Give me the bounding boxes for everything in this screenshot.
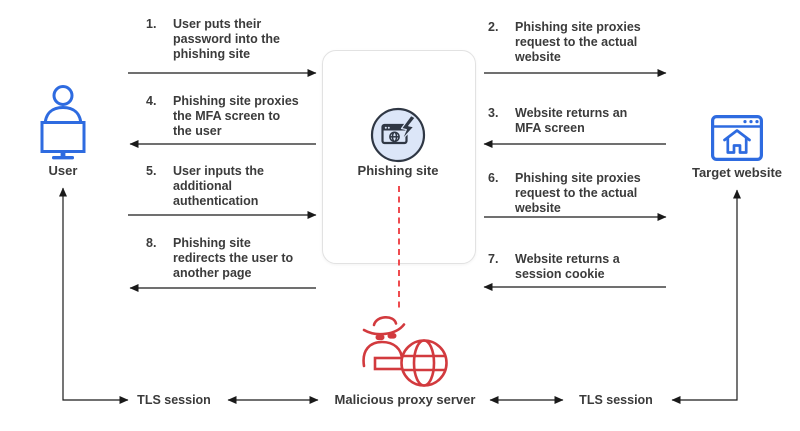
- step-2-text: Phishing site proxies request to the actual website: [515, 20, 641, 64]
- step-4: [146, 94, 301, 139]
- target-tls-elbow-arrow: [672, 190, 737, 400]
- step-2: [488, 20, 647, 65]
- step-6-text: Phishing site proxies request to the actual website: [515, 171, 641, 215]
- phishing-site-label: Phishing site: [357, 163, 439, 178]
- step-4-number: 4.: [146, 94, 157, 108]
- step-5: [146, 164, 301, 209]
- step-3-number: 3.: [488, 106, 499, 120]
- browser-home-icon: [711, 115, 763, 161]
- user-node: [38, 84, 88, 165]
- step-7-number: 7.: [488, 252, 499, 266]
- step-4-text: Phishing site proxies the MFA screen to the user: [173, 94, 299, 138]
- step-7-text: Website returns a session cookie: [515, 252, 620, 281]
- tls-session-label-right: TLS session: [579, 393, 653, 407]
- step-8-number: 8.: [146, 236, 157, 250]
- target-website-label: Target website: [691, 165, 783, 180]
- step-5-text: User inputs the additional authentication: [173, 164, 264, 208]
- monitor-base: [52, 156, 74, 159]
- step-8: [146, 236, 301, 281]
- step-6: [488, 171, 647, 216]
- user-label: User: [48, 163, 78, 178]
- step-1-text: User puts their password into the phishing site: [173, 17, 280, 61]
- target-website-node: [711, 115, 763, 166]
- step-2-number: 2.: [488, 20, 499, 34]
- step-5-number: 5.: [146, 164, 157, 178]
- spy-with-globe-icon: [352, 310, 456, 390]
- malicious-proxy-label: Malicious proxy server: [334, 392, 476, 407]
- phishing-site-node: [370, 107, 426, 168]
- step-3-text: Website returns an MFA screen: [515, 106, 628, 135]
- browser-lightning-icon: [370, 107, 426, 163]
- step-6-number: 6.: [488, 171, 499, 185]
- step-1: [146, 17, 301, 62]
- user-tls-elbow-arrow: [63, 188, 128, 400]
- malicious-proxy-node: [352, 310, 456, 395]
- step-8-text: Phishing site redirects the user to another page: [173, 236, 294, 280]
- step-3: [488, 106, 647, 136]
- step-1-number: 1.: [146, 17, 157, 31]
- user-at-computer-icon: [38, 84, 88, 160]
- tls-session-label-left: TLS session: [137, 393, 211, 407]
- step-7: [488, 252, 647, 282]
